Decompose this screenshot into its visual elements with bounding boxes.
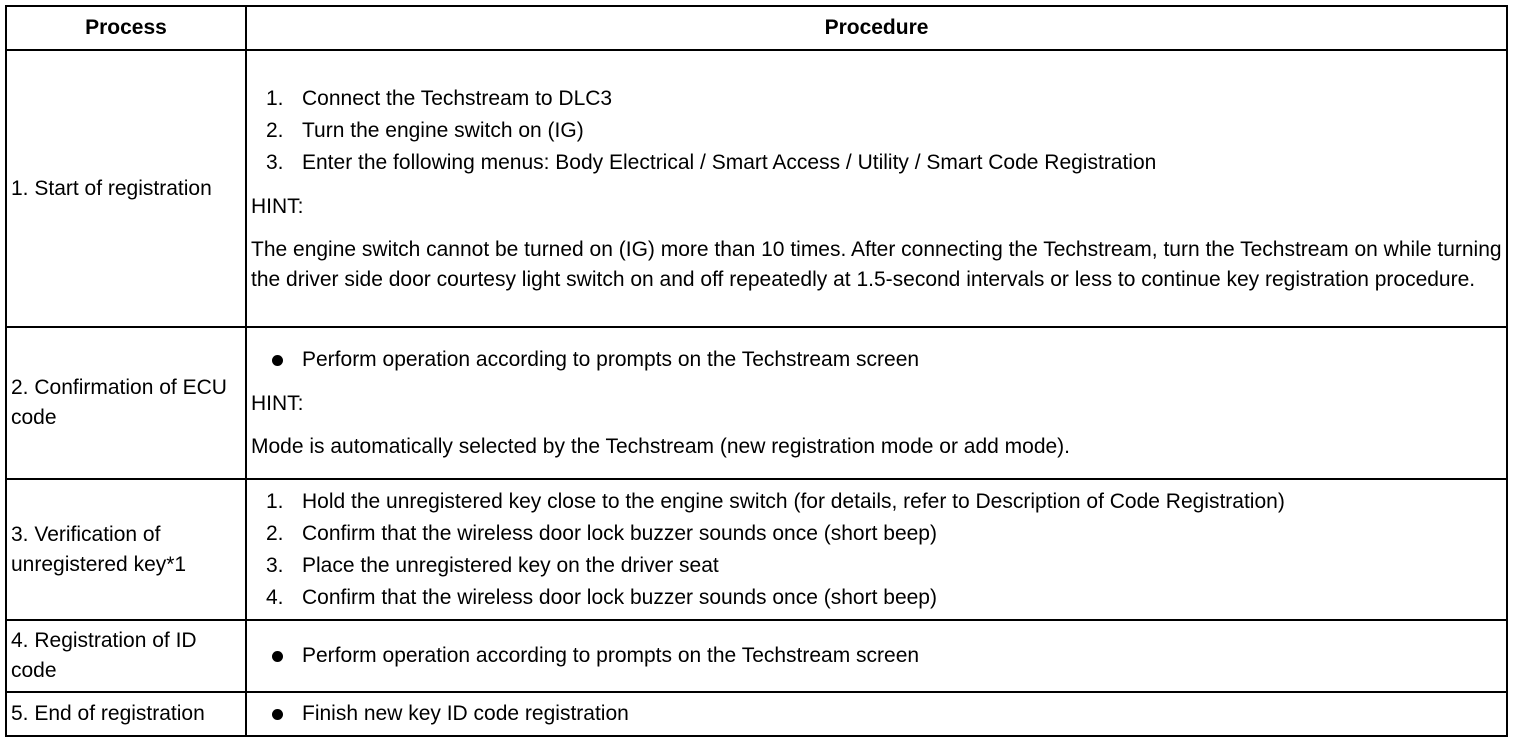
hint-text: Mode is automatically selected by the Techstream (new registration mode or add mode). [251,435,1071,458]
process-cell: 5. End of registration [6,692,246,736]
bullet-item: Perform operation according to prompts on the Techstream screen [251,640,1502,672]
process-cell: 2. Confirmation of ECU code [6,327,246,479]
process-cell: 4. Registration of ID code [6,620,246,692]
procedure-cell [246,327,1507,479]
step-item: 1. Connect the Techstream to DLC3 [266,86,613,110]
step-item: 2. Confirm that the wireless door lock buzzer sounds once (short beep) [266,521,937,545]
hint-text: The engine switch cannot be turned on (IG) more than 10 times. After connecting the Techstream, turn the Techstream on while turning the driver side door courtesy light switch on and off repeatedly at 1.5-second intervals or less to continue key registration procedure. [251,237,1502,291]
header-process: Process [6,6,246,50]
bullet-list [251,344,1502,376]
table-row [6,479,1507,620]
step-item: 3. Enter the following menus: Body Electrical / Smart Access / Utility / Smart Code Registration [266,150,1157,174]
table-row [6,692,1507,736]
step-list [251,486,1502,614]
procedure-cell [246,479,1507,620]
header-row [6,6,1507,50]
process-cell: 1. Start of registration [6,50,246,327]
table-row [6,50,1507,327]
step-item: 2. Turn the engine switch on (IG) [266,118,584,142]
bullet-item: Finish new key ID code registration [251,698,1502,730]
procedure-cell [246,692,1507,736]
procedure-cell [246,620,1507,692]
bullet-icon [272,355,283,366]
header-procedure: Procedure [246,6,1507,50]
bullet-item: Perform operation according to prompts on the Techstream screen [251,344,1502,376]
step-item: 1. Hold the unregistered key close to the engine switch (for details, refer to Description of Code Registration) [266,489,1285,513]
step-list [251,83,1502,179]
bullet-list [251,698,1502,730]
hint-label: HINT: [251,194,304,218]
step-item: 3. Place the unregistered key on the driver seat [266,553,719,577]
table-row [6,327,1507,479]
hint-label: HINT: [251,392,304,415]
process-cell: 3. Verification of unregistered key*1 [6,479,246,620]
procedure-cell [246,50,1507,327]
table-row [6,620,1507,692]
bullet-icon [272,651,283,662]
registration-procedure-table [5,5,1508,737]
bullet-icon [272,709,283,720]
bullet-list [251,640,1502,672]
step-item: 4. Confirm that the wireless door lock buzzer sounds once (short beep) [266,585,937,609]
